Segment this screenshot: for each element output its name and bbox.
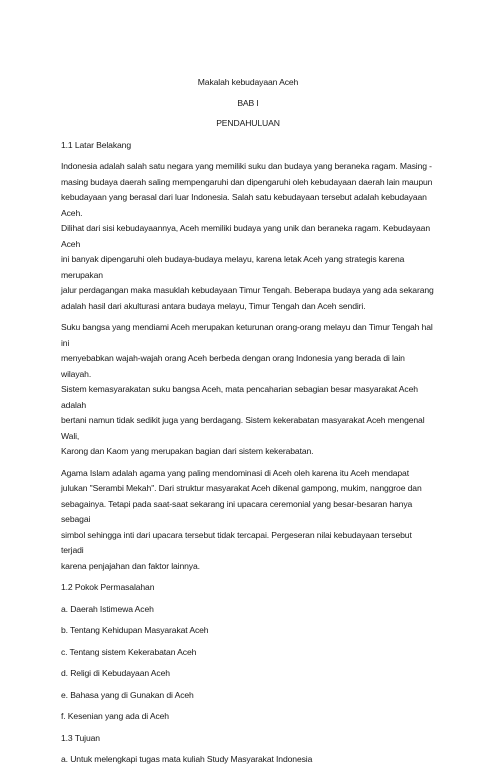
paragraph-line: menyebabkan wajah-wajah orang Aceh berbeda dengan orang Indonesia yang berada di lain wilayah. bbox=[61, 353, 405, 379]
section-heading-latar-belakang: 1.1 Latar Belakang bbox=[61, 139, 131, 150]
document-title: Makalah kebudayaan Aceh bbox=[197, 77, 299, 87]
list-item: a. Daerah Istimewa Aceh bbox=[61, 603, 154, 614]
chapter-title: PENDAHULUAN bbox=[216, 118, 280, 128]
paragraph-line: bertani namun tidak sedikit juga yang berdagang. Sistem kekerabatan masyarakat Aceh mengenal Wali, bbox=[61, 415, 425, 441]
list-item: b. Tentang Kehidupan Masyarakat Aceh bbox=[61, 625, 209, 635]
list-item: e. Bahasa yang di Gunakan di Aceh bbox=[61, 689, 194, 700]
list-item: f. Kesenian yang ada di Aceh bbox=[61, 711, 169, 721]
paragraph-line: kebudayaan yang berasal dari luar Indonesia. Salah satu kebudayaan tersebut adalah kebudayaan Aceh. bbox=[61, 192, 427, 218]
paragraph-line: adalah hasil dari akulturasi antara budaya melayu, Timur Tengah dan Aceh sendiri. bbox=[61, 300, 366, 311]
paragraph-line: Dilihat dari sisi kebudayaannya, Aceh memiliki budaya yang unik dan beraneka ragam. Kebudayaan Aceh bbox=[61, 223, 430, 249]
goal-item: a. Untuk melengkapi tugas mata kuliah Study Masyarakat Indonesia bbox=[61, 754, 313, 764]
paragraph-line: ini banyak dipengaruhi oleh budaya-budaya melayu, karena letak Aceh yang strategis karena merupakan bbox=[61, 254, 405, 280]
paragraph-line: Agama Islam adalah agama yang paling mendominasi di Aceh oleh karena itu Aceh mendapat bbox=[61, 467, 409, 478]
paragraph-line: sebagainya. Tetapi pada saat-saat sekarang ini upacara ceremonial yang besar-besaran hanya sebagai bbox=[61, 498, 413, 524]
paragraph-1 bbox=[61, 159, 435, 314]
section-heading-pokok-permasalahan: 1.2 Pokok Permasalahan bbox=[61, 582, 155, 592]
paragraph-3 bbox=[61, 466, 435, 575]
paragraph-2 bbox=[61, 320, 435, 460]
paragraph-line: Karong dan Kaom yang merupakan bagian dari sistem kekerabatan. bbox=[61, 446, 314, 456]
paragraph-line: Indonesia adalah salah satu negara yang memiliki suku dan budaya yang beraneka ragam. Masing - bbox=[61, 161, 432, 171]
paragraph-line: masing budaya daerah saling mempengaruhi dan dipengaruhi oleh kebudayaan daerah lain maupun bbox=[61, 176, 433, 187]
paragraph-line: julukan "Serambi Mekah". Dari struktur masyarakat Aceh dikenal gampong, mukim, nanggroe dan bbox=[61, 483, 422, 493]
list-item: c. Tentang sistem Kekerabatan Aceh bbox=[61, 646, 197, 657]
paragraph-line: karena penjajahan dan faktor lainnya. bbox=[61, 560, 200, 571]
paragraph-line: Suku bangsa yang mendiami Aceh merupakan keturunan orang-orang melayu dan Timur Tengah hal ini bbox=[61, 322, 433, 348]
section-heading-tujuan: 1.3 Tujuan bbox=[61, 732, 100, 743]
chapter-number: BAB I bbox=[237, 97, 259, 108]
paragraph-line: simbol sehingga inti dari upacara tersebut tidak tercapai. Pergeseran nilai kebudayaan tersebut terjadi bbox=[61, 529, 412, 555]
list-item: d. Religi di Kebudayaan Aceh bbox=[61, 668, 170, 678]
paragraph-line: Sistem kemasyarakatan suku bangsa Aceh, mata pencaharian sebagian besar masyarakat Aceh adalah bbox=[61, 384, 418, 410]
paragraph-line: jalur perdagangan maka masuklah kebudayaan Timur Tengah. Beberapa budaya yang ada sekarang bbox=[61, 285, 434, 295]
